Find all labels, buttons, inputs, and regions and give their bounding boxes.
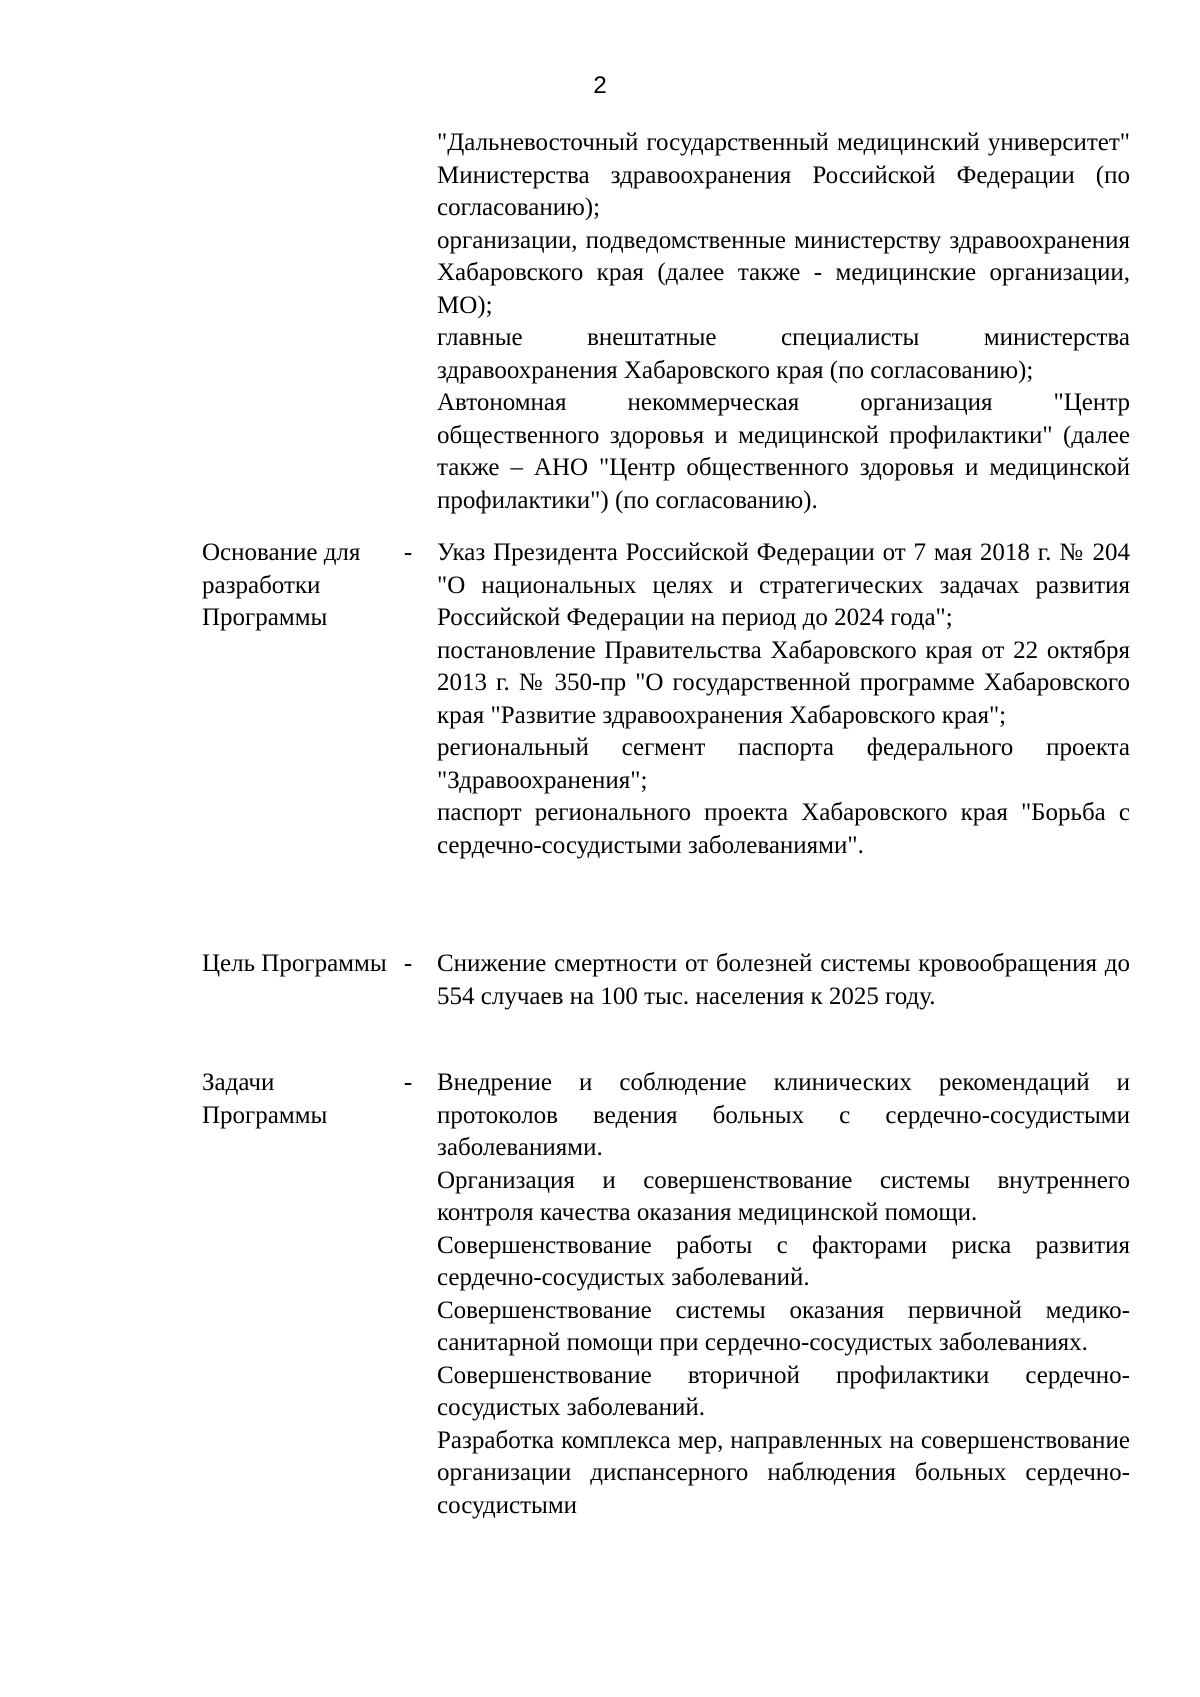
section-content-goal <box>437 948 1130 1013</box>
participant-paragraph: организации, подведомственные министерству здравоохранения Хабаровского края (далее также - медицинские организации, МО); <box>437 226 1130 319</box>
section-dash: - <box>403 539 413 566</box>
section-label-goal: Цель Программы <box>202 950 387 977</box>
task-paragraph: Совершенствование работы с факторами риска развития сердечно-сосудистых заболеваний. <box>437 1231 1130 1291</box>
section-content-tasks <box>437 1067 1130 1522</box>
participant-paragraph: главные внештатные специалисты министерства здравоохранения Хабаровского края (по согласованию); <box>437 324 1130 384</box>
section-content-basis <box>437 537 1130 862</box>
task-paragraph: Организация и совершенствование системы внутреннего контроля качества оказания медицинской помощи. <box>437 1166 1130 1226</box>
participant-paragraph: "Дальневосточный государственный медицинский университет" Министерства здравоохранения Российской Федерации (по согласованию); <box>437 129 1130 221</box>
section-label-tasks: Задачи Программы <box>202 1069 328 1129</box>
participant-paragraph: Автономная некоммерческая организация "Центр общественного здоровья и медицинской профилактики" (далее также – АНО "Центр общественного здоровья и медицинской профилактики") (по согласованию). <box>437 389 1130 514</box>
participants-continuation <box>437 127 1130 517</box>
task-paragraph: Совершенствование системы оказания первичной медико-санитарной помощи при сердечно-сосудистых заболеваниях. <box>437 1296 1130 1356</box>
goal-paragraph: Снижение смертности от болезней системы кровообращения до 554 случаев на 100 тыс. населения к 2025 году. <box>437 950 1130 1010</box>
task-paragraph: Внедрение и соблюдение клинических рекомендаций и протоколов ведения больных с сердечно-сосудистыми заболеваниями. <box>437 1069 1130 1161</box>
basis-paragraph: Указ Президента Российской Федерации от 7 мая 2018 г. № 204 "О национальных целях и стратегических задачах развития Российской Федерации на период до 2024 года"; <box>437 539 1130 631</box>
task-paragraph: Совершенствование вторичной профилактики сердечно-сосудистых заболеваний. <box>437 1361 1130 1421</box>
basis-paragraph: региональный сегмент паспорта федерального проекта "Здравоохранения"; <box>437 734 1130 794</box>
page-number: 2 <box>593 72 607 99</box>
basis-paragraph: постановление Правительства Хабаровского края от 22 октября 2013 г. № 350-пр "О государственной программе Хабаровского края "Развитие здравоохранения Хабаровского края"; <box>437 636 1130 729</box>
basis-paragraph: паспорт регионального проекта Хабаровского края "Борьба с сердечно-сосудистыми заболеваниями". <box>437 799 1130 859</box>
section-dash: - <box>403 950 413 977</box>
section-label-basis: Основание для разработки Программы <box>202 539 361 631</box>
section-dash: - <box>403 1069 413 1096</box>
task-paragraph: Разработка комплекса мер, направленных на совершенствование организации диспансерного наблюдения больных сердечно-сосудистыми <box>437 1426 1130 1519</box>
